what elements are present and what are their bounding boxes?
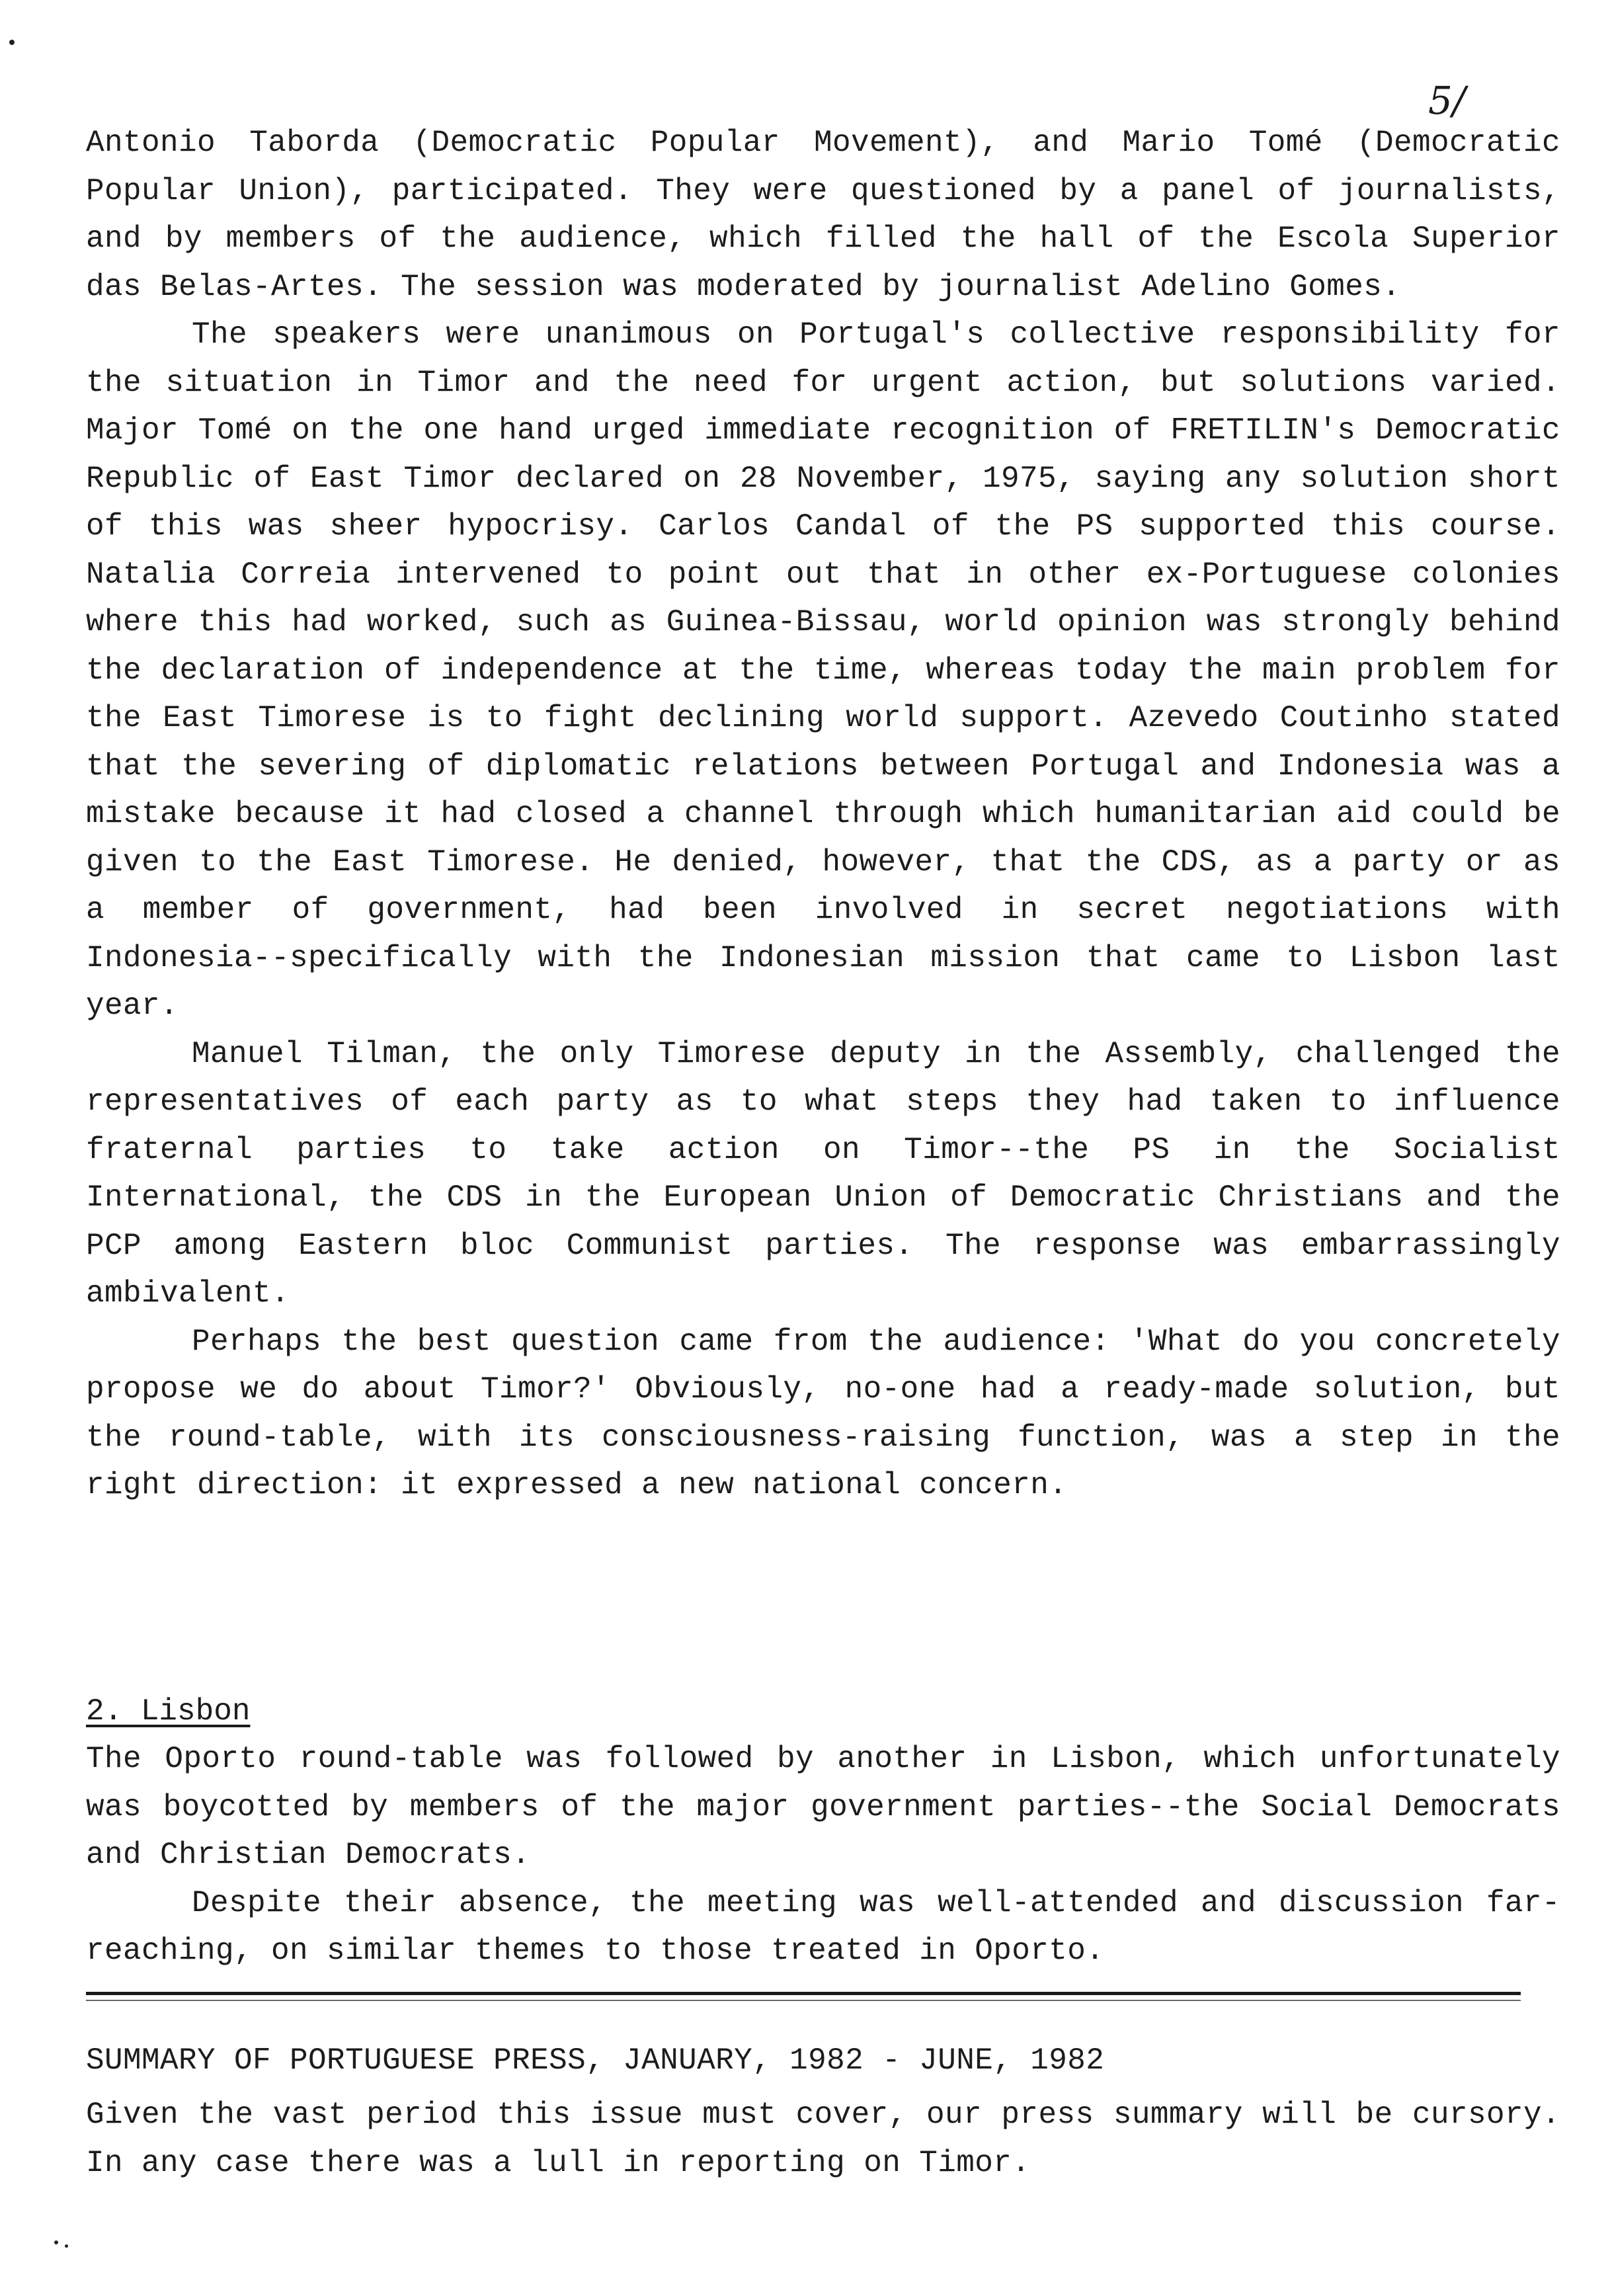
paragraph-lisbon-meeting: Despite their absence, the meeting was well-attended and discussion far-reaching, on similar themes to those treated in Oporto.	[86, 1885, 1560, 1968]
top-body-text	[86, 119, 1560, 1510]
section-divider	[86, 1992, 1521, 1995]
scan-speck	[54, 2240, 58, 2244]
paragraph-tilman: Manuel Tilman, the only Timorese deputy in the Assembly, challenged the representatives of each party as to what steps they had taken to influence fraternal parties to take action on Timor--the PS in the Socialist International, the CDS in the European Union of Democratic Christians and the PCP among Eastern bloc Communist parties. The response was embarrassingly ambivalent.	[86, 1036, 1560, 1311]
paragraph-participants: Antonio Taborda (Democratic Popular Movement), and Mario Tomé (Democratic Popular Union), participated. They were questioned by a panel of journalists, and by members of the audience, which filled the hall of the Escola Superior das Belas-Artes. The session was moderated by journalist Adelino Gomes.	[86, 126, 1560, 304]
paragraph-press-summary: Given the vast period this issue must cover, our press summary will be cursory. In any case there was a lull in reporting on Timor.	[86, 2098, 1560, 2180]
lisbon-section	[86, 1688, 1560, 1975]
press-summary-title: SUMMARY OF PORTUGUESE PRESS, JANUARY, 1982 - JUNE, 1982	[86, 2043, 1105, 2078]
scan-speck	[9, 40, 15, 45]
page-number: 5/	[1428, 78, 1466, 123]
paragraph-lisbon-boycott: The Oporto round-table was followed by another in Lisbon, which unfortunately was boycotted by members of the major government parties--the Social Democrats and Christian Democrats.	[86, 1742, 1560, 1872]
scan-speck	[65, 2244, 68, 2248]
section-heading-lisbon: 2. Lisbon	[86, 1694, 251, 1729]
section-divider-thin	[86, 2000, 1521, 2001]
press-summary-section	[86, 2037, 1560, 2187]
paragraph-speakers: The speakers were unanimous on Portugal's collective responsibility for the situation in Timor and the need for urgent action, but solutions varied. Major Tomé on the one hand urged immediate recognition of FRETILIN's Democratic Republic of East Timor declared on 28 November, 1975, saying any solution short of this was sheer hypocrisy. Carlos Candal of the PS supported this course. Natalia Correia intervened to point out that in other ex-Portuguese colonies where this had worked, such as Guinea-Bissau, world opinion was strongly behind the declaration of independence at the time, whereas today the main problem for the East Timorese is to fight declining world support. Azevedo Coutinho stated that the severing of diplomatic relations between Portugal and Indonesia was a mistake because it had closed a channel through which humanitarian aid could be given to the East Timorese. He denied, however, that the CDS, as a party or as a member of government, had been involved in secret negotiations with Indonesia--specifically with the Indonesian mission that came to Lisbon last year.	[86, 317, 1560, 1023]
paragraph-audience-question: Perhaps the best question came from the audience: 'What do you concretely propose we do about Timor?' Obviously, no-one had a ready-made solution, but the round-table, with its consciousness-raising function, was a step in the right direction: it expressed a new national concern.	[86, 1324, 1560, 1502]
